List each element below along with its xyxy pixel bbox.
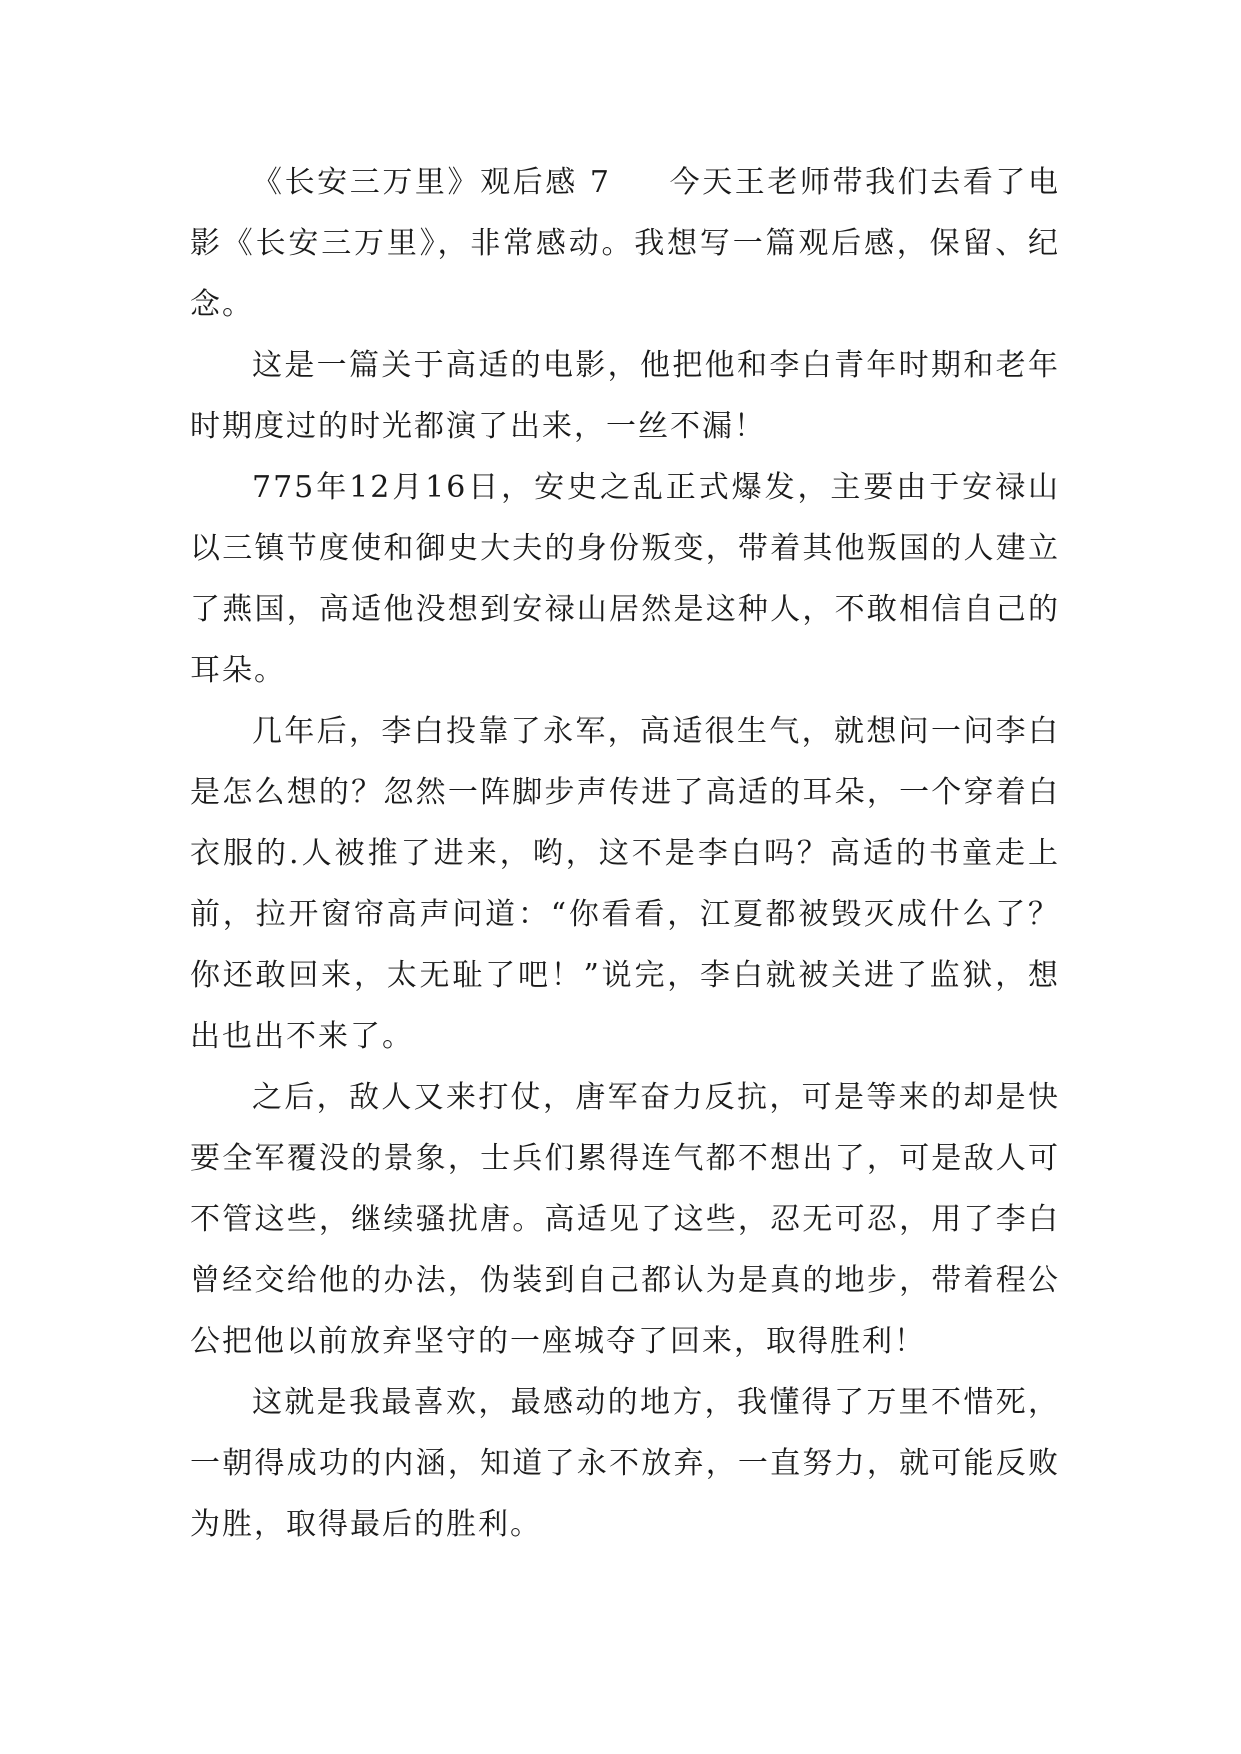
- title-paragraph: [190, 152, 1060, 335]
- document-body: [190, 152, 1060, 1555]
- paragraph: 这就是我最喜欢，最感动的地方，我懂得了万里不惜死，一朝得成功的内涵，知道了永不放弃，一直努力，就可能反败为胜，取得最后的胜利。: [190, 1385, 1060, 1542]
- paragraph: 之后，敌人又来打仗，唐军奋力反抗，可是等来的却是快要全军覆没的景象，士兵们累得连气都不想出了，可是敌人可不管这些，继续骚扰唐。高适见了这些，忍无可忍，用了李白曾经交给他的办法，伪装到自己都认为是真的地步，带着程公公把他以前放弃坚守的一座城夺了回来，取得胜利！: [190, 1080, 1060, 1359]
- paragraph: 这是一篇关于高适的电影，他把他和李白青年时期和老年时期度过的时光都演了出来，一丝不漏！: [190, 348, 1060, 444]
- document-title: 《长安三万里》观后感 7: [252, 165, 612, 200]
- paragraph: 775年12月16日，安史之乱正式爆发，主要由于安禄山以三镇节度使和御史大夫的身份叛变，带着其他叛国的人建立了燕国，高适他没想到安禄山居然是这种人，不敢相信自己的耳朵。: [190, 470, 1060, 688]
- paragraph: 几年后，李白投靠了永军，高适很生气，就想问一问李白是怎么想的？忽然一阵脚步声传进了高适的耳朵，一个穿着白衣服的.人被推了进来，哟，这不是李白吗？高适的书童走上前，拉开窗帘高声问道：“你看看，江夏都被毁灭成什么了？你还敢回来，太无耻了吧！”说完，李白就被关进了监狱，想出也出不来了。: [190, 714, 1060, 1054]
- intro-text: 今天王老师带我们去看了电影《长安三万里》，非常感动。我想写一篇观后感，保留、纪念。: [190, 165, 1061, 322]
